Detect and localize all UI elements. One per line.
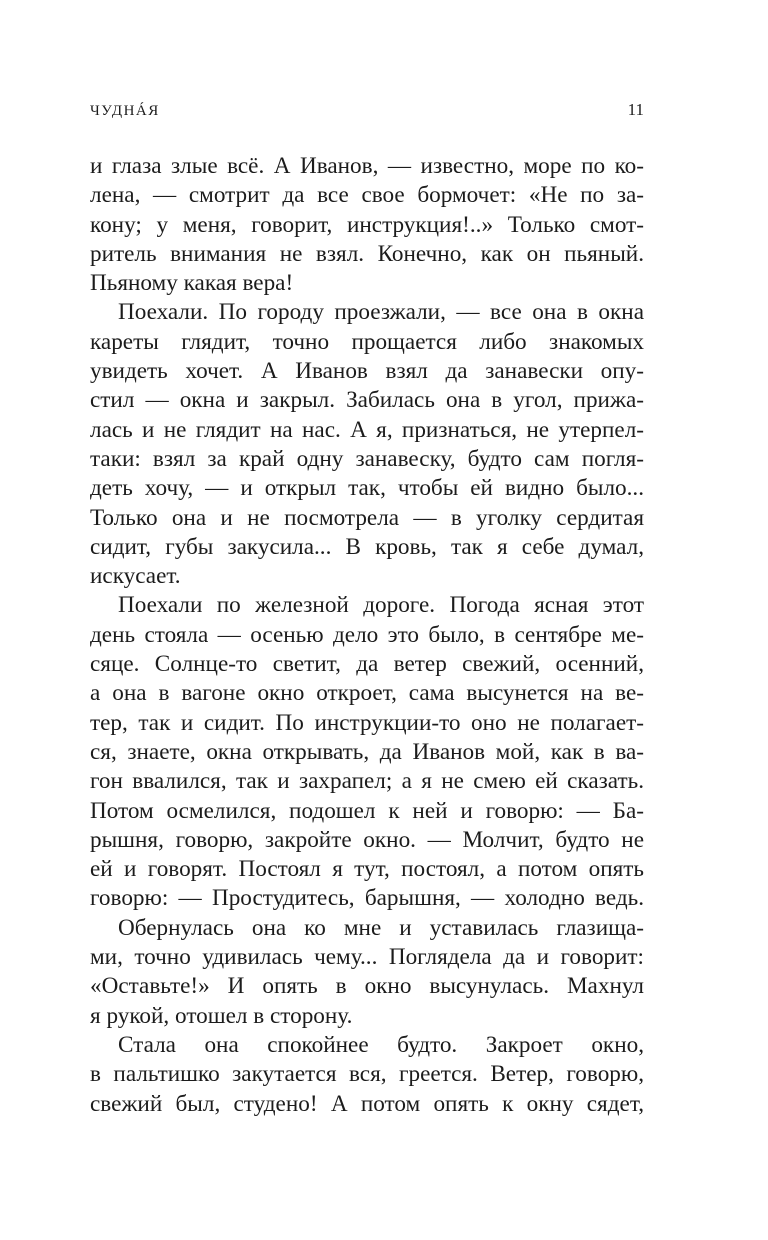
- body-text: [90, 152, 644, 1119]
- text-line: лась и не глядит на нас. А я, признаться, не утерпел-: [90, 416, 644, 443]
- text-line: гон ввалился, так и захрапел; а я не смею ей сказать.: [90, 768, 644, 795]
- text-line: ми, точно удивилась чему... Поглядела да и говорит:: [90, 944, 644, 971]
- running-title: ЧУДНÁЯ: [90, 103, 160, 119]
- text-line: Стала она спокойнее будто. Закроет окно,: [118, 1031, 644, 1058]
- text-line: а она в вагоне окно откроет, сама высунется на ве-: [90, 680, 644, 707]
- text-line: Только она и не посмотрела — в уголку сердитая: [90, 504, 644, 531]
- paragraph-1: [90, 152, 644, 298]
- text-line: и глаза злые всё. А Иванов, — известно, море по ко-: [90, 153, 644, 179]
- text-line: лена, — смотрит да все свое бормочет: «Не по за-: [90, 182, 644, 209]
- paragraph-2: [90, 298, 644, 591]
- text-line: Пьяному какая вера!: [90, 270, 294, 297]
- text-line: тер, так и сидит. По инструкции-то оно не полагает-: [90, 709, 644, 736]
- text-line: сяце. Солнце-то светит, да ветер свежий, осенний,: [90, 651, 644, 678]
- running-header: [90, 100, 644, 124]
- paragraph-5: [90, 1031, 644, 1119]
- text-line: свежий был, студено! А потом опять к окну сядет,: [90, 1090, 644, 1117]
- text-line: в пальтишко закутается вся, греется. Ветер, говорю,: [90, 1061, 644, 1088]
- text-line: рышня, говорю, закройте окно. — Молчит, будто не: [90, 826, 644, 853]
- text-line: Поехали. По городу проезжали, — все она в окна: [118, 299, 644, 326]
- text-line: искусает.: [90, 563, 181, 590]
- text-line: деть хочу, — и открыл так, чтобы ей видно было...: [90, 475, 644, 502]
- text-line: увидеть хочет. А Иванов взял да занавески опу-: [90, 358, 644, 385]
- text-line: ей и говорят. Постоял я тут, постоял, а потом опять: [90, 856, 644, 883]
- text-line: сидит, губы закусила... В кровь, так я себе думал,: [90, 533, 644, 560]
- text-line: Поехали по железной дороге. Погода ясная этот: [118, 592, 644, 619]
- text-line: ритель внимания не взял. Конечно, как он пьяный.: [90, 240, 644, 267]
- paragraph-3: [90, 591, 644, 913]
- paragraph-4: [90, 914, 644, 1031]
- text-line: кареты глядит, точно прощается либо знакомых: [90, 328, 644, 355]
- text-line: день стояла — осенью дело это было, в сентябре ме-: [90, 621, 644, 648]
- text-line: говорю: — Простудитесь, барышня, — холодно ведь.: [90, 885, 644, 912]
- page-number: 11: [627, 100, 644, 119]
- text-line: таки: взял за край одну занавеску, будто сам погля-: [90, 445, 644, 472]
- text-line: Обернулась она ко мне и уставилась глазища-: [118, 914, 644, 941]
- text-line: Потом осмелился, подошел к ней и говорю: — Ба-: [90, 797, 644, 824]
- text-line: я рукой, отошел в сторону.: [90, 1002, 353, 1029]
- text-line: ся, знаете, окна открывать, да Иванов мой, как в ва-: [90, 738, 644, 765]
- text-line: «Оставьте!» И опять в окно высунулась. Махнул: [90, 973, 644, 1000]
- text-line: кону; у меня, говорит, инструкция!..» Только смот-: [90, 211, 644, 238]
- text-line: стил — окна и закрыл. Забилась она в угол, прижа-: [90, 387, 644, 414]
